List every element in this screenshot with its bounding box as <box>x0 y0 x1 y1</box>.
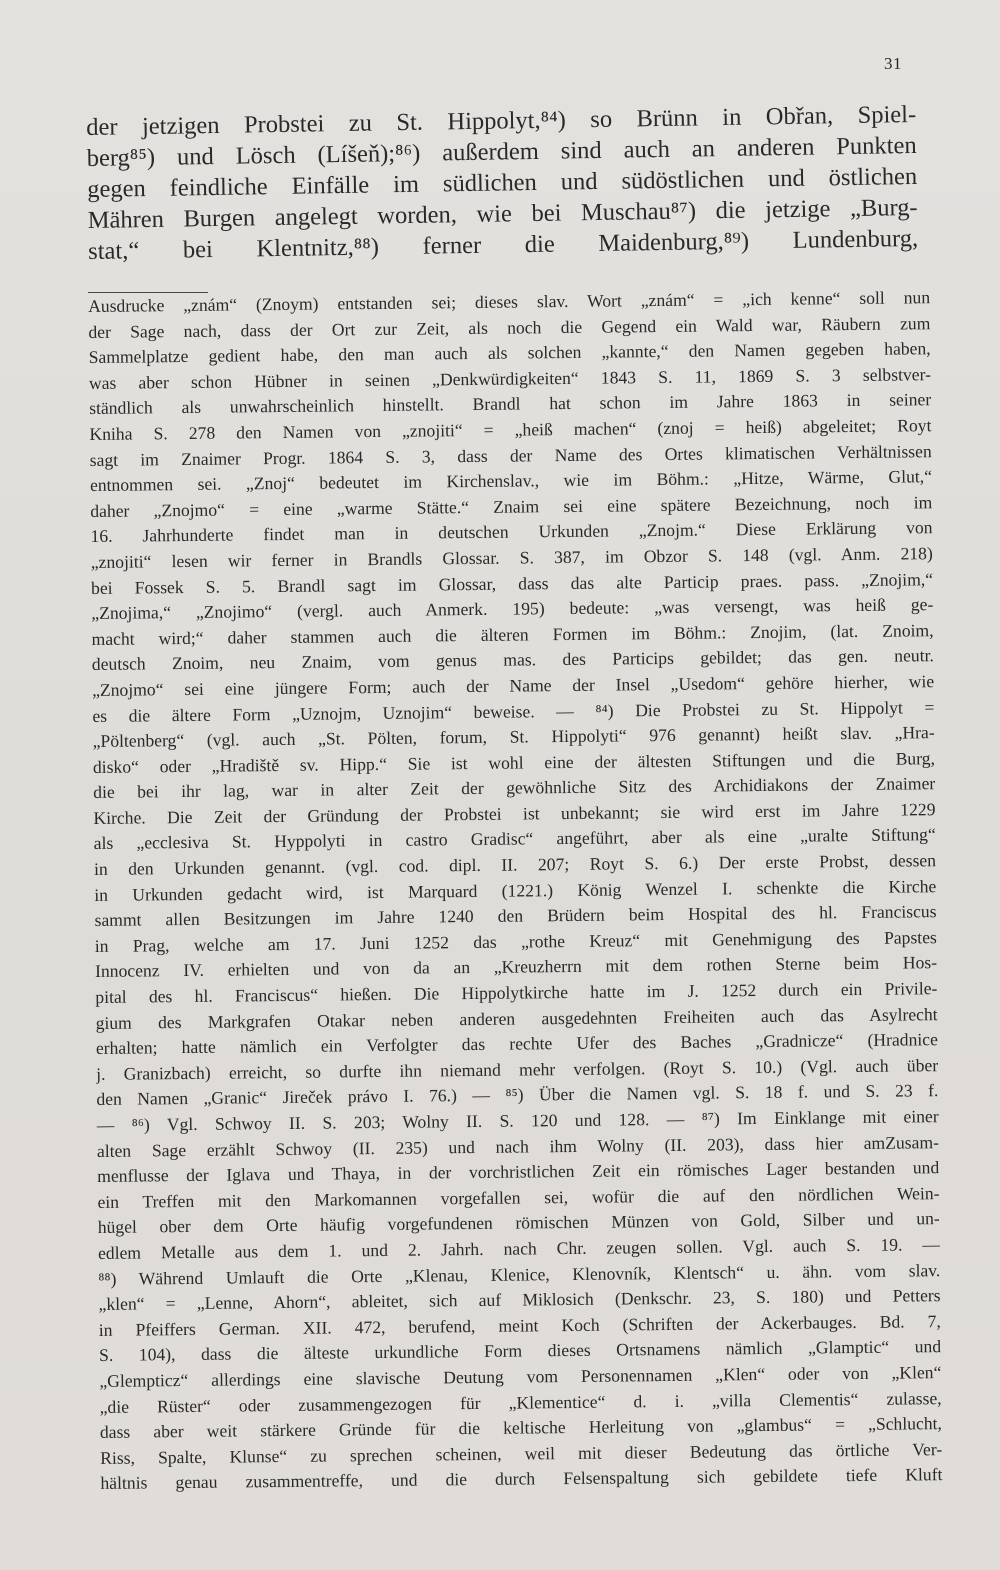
footnote-line: Innocenz IV. erhielten und von da an „Kreuzherrn mit dem rothen Sterne beim Hos- <box>94 952 938 982</box>
footnote-line: „die Rüster“ oder zusammengezogen für „Klementice“ d. i. „villa Clementis“ zulasse, <box>99 1387 942 1417</box>
main-text-line: der jetzigen Probstei zu St. Hippolyt,⁸⁴) so Brünn in Obřan, Spiel- <box>86 100 917 141</box>
footnote-line: entnommen sei. „Znoj“ bedeutet im Kirchenslav., wie im Böhm.: „Hitze, Wärme, Glut,“ <box>89 466 933 496</box>
footnote-line: daher „Znojmo“ = eine „warme Stätte.“ Znaim sei eine spätere Bezeichnung, noch im <box>90 491 933 521</box>
footnote-line: gium des Markgrafen Otakar neben anderen ausgedehnten Freiheiten auch das Asylrecht <box>95 1003 938 1033</box>
footnote-line: Ausdrucke „znám“ (Znoym) entstanden sei; dieses slav. Wort „znám“ = „ich kenne“ soll nun <box>88 287 931 316</box>
footnotes <box>88 285 943 1497</box>
footnote-line: menflusse der Iglava und Thaya, in der vorchristlichen Zeit ein römisches Lager bestanden und <box>97 1157 940 1187</box>
footnote-line: „Glempticz“ allerdings eine slavische Deutung vom Personennamen „Klen“ oder von „Klen“ <box>99 1362 942 1391</box>
footnote-line: Sammelplatze gedient habe, den man auch als solchen „kannte,“ den Namen gegeben haben, <box>88 338 931 368</box>
footnote-line: sammt allen Besitzungen im Jahre 1240 den Brüdern beim Hospital des hl. Franciscus <box>94 901 937 931</box>
footnote-line: als „ecclesiva St. Hyppolyti in castro Gradisc“ angeführt, aber als eine „uralte Stiftung“ <box>93 824 936 854</box>
footnote-line: ständlich als unwahrscheinlich hinstellt. Brandl hat schon im Jahre 1863 in seiner <box>89 389 932 419</box>
footnote-line: pital des hl. Franciscus“ hießen. Die Hippolytkirche hatte im J. 1252 durch ein Privile- <box>95 978 938 1007</box>
footnote-line: in Pfeiffers German. XII. 472, berufend, meint Koch (Schriften der Ackerbauges. Bd. 7, <box>98 1310 941 1340</box>
footnote-line: in Prag, welche am 17. Juni 1252 das „rothe Kreuz“ mit Genehmigung des Papstes <box>94 926 937 956</box>
footnote-line: j. Granizbach) erreicht, so durfte ihn niemand mehr verfolgen. (Royt S. 10.) (Vgl. auch über <box>96 1054 939 1084</box>
footnote-line: „Znojmo“ sei eine jüngere Form; auch der Name der Insel „Usedom“ gehöre hierher, wie <box>92 671 935 700</box>
footnote-line: in den Urkunden genannt. (vgl. cod. dipl. II. 207; Royt S. 6.) Der erste Probst, dessen <box>93 850 937 880</box>
footnote-line: — ⁸⁶) Vgl. Schwoy II. S. 203; Wolny II. S. 120 und 128. — ⁸⁷) Im Einklange mit einer <box>96 1106 939 1135</box>
footnote-line: den Namen „Granic“ Jireček právo I. 76.) — ⁸⁵) Über die Namen vgl. S. 18 f. und S. 23 f. <box>96 1080 939 1110</box>
footnote-line: disko“ oder „Hradiště sv. Hipp.“ Sie ist wohl eine der ältesten Stiftungen und die Burg, <box>92 747 936 777</box>
footnote-line: alten Sage erzählt Schwoy (II. 235) und nach ihm Wolny (II. 203), dass hier amZusam- <box>96 1131 940 1161</box>
footnote-line: sagt im Znaimer Progr. 1864 S. 3, dass der Name des Ortes klimatischen Verhältnissen <box>89 440 932 470</box>
footnote-line: „Pöltenberg“ (vgl. auch „St. Pölten, forum, St. Hippolyti“ 976 genannt) heißt slav. „Hra- <box>92 722 935 752</box>
footnote-line: macht wird;“ daher stammen auch die älteren Formen im Böhm.: Znojim, (lat. Znoim, <box>91 619 934 649</box>
page-number: 31 <box>884 54 902 73</box>
footnote-line: 16. Jahrhunderte findet man in deutschen Urkunden „Znojm.“ Diese Erklärung von <box>90 517 933 547</box>
footnote-line: ein Treffen mit den Markomannen vorgefallen sei, wofür die auf den nördlichen Wein- <box>97 1182 940 1212</box>
footnote-line: hügel ober dem Orte häufig vorgefundenen römischen Münzen von Gold, Silber und un- <box>97 1208 940 1238</box>
main-text-line: stat,“ bei Klentnitz,⁸⁸) ferner die Maidenburg,⁸⁹) Lundenburg, <box>87 224 919 265</box>
footnote-line: erhalten; hatte nämlich ein Verfolgter das rechte Ufer des Baches „Gradnicze“ (Hradnice <box>95 1029 938 1059</box>
footnote-line: was aber schon Hübner in seinen „Denkwürdigkeiten“ 1843 S. 11, 1869 S. 3 selbstver- <box>88 363 931 393</box>
footnote-line: Riss, Spalte, Klunse“ zu sprechen scheinen, weil mit dieser Bedeutung das örtliche Ver- <box>100 1438 943 1468</box>
footnote-line: die bei ihr lag, war in alter Zeit der gewöhnliche Sitz des Archidiakons der Znaimer <box>93 773 936 803</box>
footnote-line: der Sage nach, dass der Ort zur Zeit, als noch die Gegend ein Wald war, Räubern zum <box>88 312 931 342</box>
footnote-line: edlem Metalle aus dem 1. und 2. Jahrh. nach Chr. zeugen sollen. Vgl. auch S. 19. — <box>97 1234 941 1263</box>
footnote-line: bei Fossek S. 5. Brandl sagt im Glossar, dass das alte Particip praes. pass. „Znojim,“ <box>90 568 934 598</box>
footnote-line: es die ältere Form „Uznojm, Uznojim“ beweise. — ⁸⁴) Die Probstei zu St. Hippolyt = <box>92 696 935 726</box>
footnote-line: in Urkunden gedacht wird, ist Marquard (1221.) König Wenzel I. schenkte die Kirche <box>94 875 937 905</box>
footnote-line: Kirche. Die Zeit der Gründung der Probstei ist unbekannt; sie wird erst im Jahre 1229 <box>93 799 936 828</box>
main-text <box>86 99 918 267</box>
footnote-line: hältnis genau zusammentreffe, und die durch Felsenspaltung sich gebildete tiefe Kluft <box>100 1464 943 1494</box>
main-text-line: Mähren Burgen angelegt worden, wie bei Muschau⁸⁷) die jetzige „Burg- <box>87 193 918 234</box>
main-text-line: gegen feindliche Einfälle im südlichen und südöstlichen und östlichen <box>87 162 918 203</box>
footnote-line: deutsch Znoim, neu Znaim, vom genus mas. des Particips gebildet; das gen. neutr. <box>91 645 934 675</box>
footnote-line: ⁸⁸) Während Umlauft die Orte „Klenau, Klenice, Klenovník, Klentsch“ u. ähn. vom slav. <box>98 1259 941 1289</box>
main-text-line: berg⁸⁵) und Lösch (Líšeň);⁸⁶) außerdem sind auch an anderen Punkten <box>86 131 917 172</box>
footnote-line: „znojiti“ lesen wir ferner in Brandls Glossar. S. 387, im Obzor S. 148 (vgl. Anm. 218) <box>90 543 933 572</box>
footnote-line: „klen“ = „Lenne, Ahorn“, ableitet, sich auf Miklosich (Denkschr. 23, S. 180) und Petters <box>98 1285 941 1315</box>
footnote-line: Kniha S. 278 den Namen von „znojiti“ = „heiß machen“ (znoj = heiß) abgeleitet; Royt <box>89 415 932 444</box>
footnote-line: S. 104), dass die älteste urkundliche Form dieses Ortsnamens nämlich „Glamptic“ und <box>99 1336 942 1366</box>
footnote-line: „Znojima,“ „Znojimo“ (vergl. auch Anmerk. 195) bedeute: „was versengt, was heiß ge- <box>91 594 934 624</box>
footnote-line: dass aber weit stärkere Gründe für die keltische Herleitung von „glambus“ = „Schlucht, <box>99 1413 942 1443</box>
